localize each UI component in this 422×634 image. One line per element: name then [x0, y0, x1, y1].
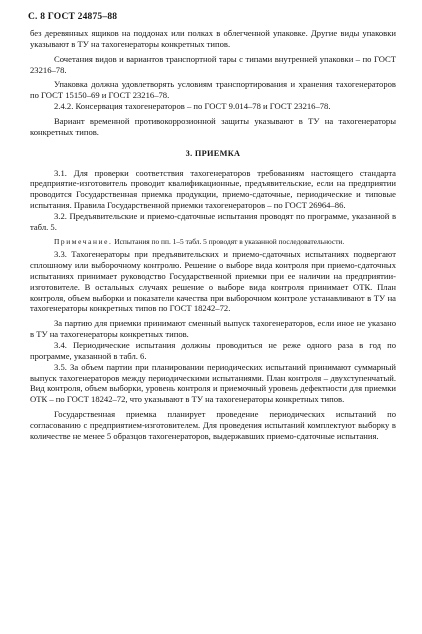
paragraph-packaging-continued: без деревянных ящиков на поддонах или полках в облегченной упаковке. Другие виды упаковки указывают в ТУ на тахогенераторы конкретных типов.: [30, 28, 396, 49]
paragraph-container-combinations: Сочетания видов и вариантов транспортной тары с типами внутренней упаковки – по ГОСТ 23216–78.: [30, 53, 396, 75]
paragraph-corrosion-protection: Вариант временной противокоррозионной защиты указывают в ТУ на тахогенераторы конкретных типов.: [30, 115, 396, 137]
note: [30, 237, 396, 247]
paragraph-2-4-2: 2.4.2. Консервация тахогенераторов – по ГОСТ 9.014–78 и ГОСТ 23216–78.: [54, 101, 331, 112]
note-text: Испытания по пп. 1–5 табл. 5 проводят в указанной последовательности.: [112, 236, 345, 246]
paragraph-3-4: 3.4. Периодические испытания должны проводиться не реже одного раза в год по программе, указанной в табл. 6.: [30, 340, 396, 361]
paragraph-3-5: 3.5. За объем партии при планировании периодических испытаний принимают суммарный выпуск тахогенераторов между периодическими испытаниями. План контроля – двухступенчатый. Вид контроля, объем выборки, уровень контроля и приемочный уровень дефектности для приемки ОТК – по ГОСТ 18242–72, что указывают в ТУ на тахогенераторы конкретных типов.: [30, 361, 396, 405]
paragraph-packaging-conditions: Упаковка должна удовлетворять условиям транспортирования и хранения тахогенераторов по ГОСТ 15150–69 и ГОСТ 23216–78.: [30, 79, 396, 101]
page-header: С. 8 ГОСТ 24875–88: [28, 12, 118, 22]
note-label: Примечание.: [54, 236, 113, 246]
paragraph-state-acceptance: Государственная приемка планирует проведение периодических испытаний по согласованию с предприятием-изготовителем. Для проведения испытаний комплектуют выборку в количестве не менее 5 образцов тахогенераторов, выдержавших приемо-сдаточные испытания.: [30, 409, 396, 441]
section-title: 3. ПРИЕМКА: [185, 148, 241, 158]
paragraph-3-1: 3.1. Для проверки соответствия тахогенераторов требованиям настоящего стандарта предприятие-изготовитель проводит квалификационные, предъявительские, если на предприятии проводится Государственная приемка продукции, приемо-сдаточные, периодические и типовые испытания. Правила Государственной приемки тахогенераторов – по ГОСТ 26964–86.: [30, 167, 396, 211]
paragraph-3-2: 3.2. Предъявительские и приемо-сдаточные испытания проводят по программе, указанной в табл. 5.: [30, 210, 396, 232]
paragraph-batch: За партию для приемки принимают сменный выпуск тахогенераторов, если иное не указано в ТУ на тахогенераторы конкретных типов.: [30, 318, 396, 340]
paragraph-3-3: 3.3. Тахогенераторы при предъявительских и приемо-сдаточных испытаниях подвергают сплошному или выборочному контролю. Решение о выборе вида контроля при приемо-сдаточных испытаниях принимает руководство Государственной приемки при ее наличии на предприятии-изготовителе. В остальных случаях решение о выборе вида контроля принимает ОТК. План контроля, объем выборки и показатели качества при выборочном контроле устанавливают в ТУ на тахогенераторы конкретных типов по ГОСТ 18242–72.: [30, 249, 396, 314]
